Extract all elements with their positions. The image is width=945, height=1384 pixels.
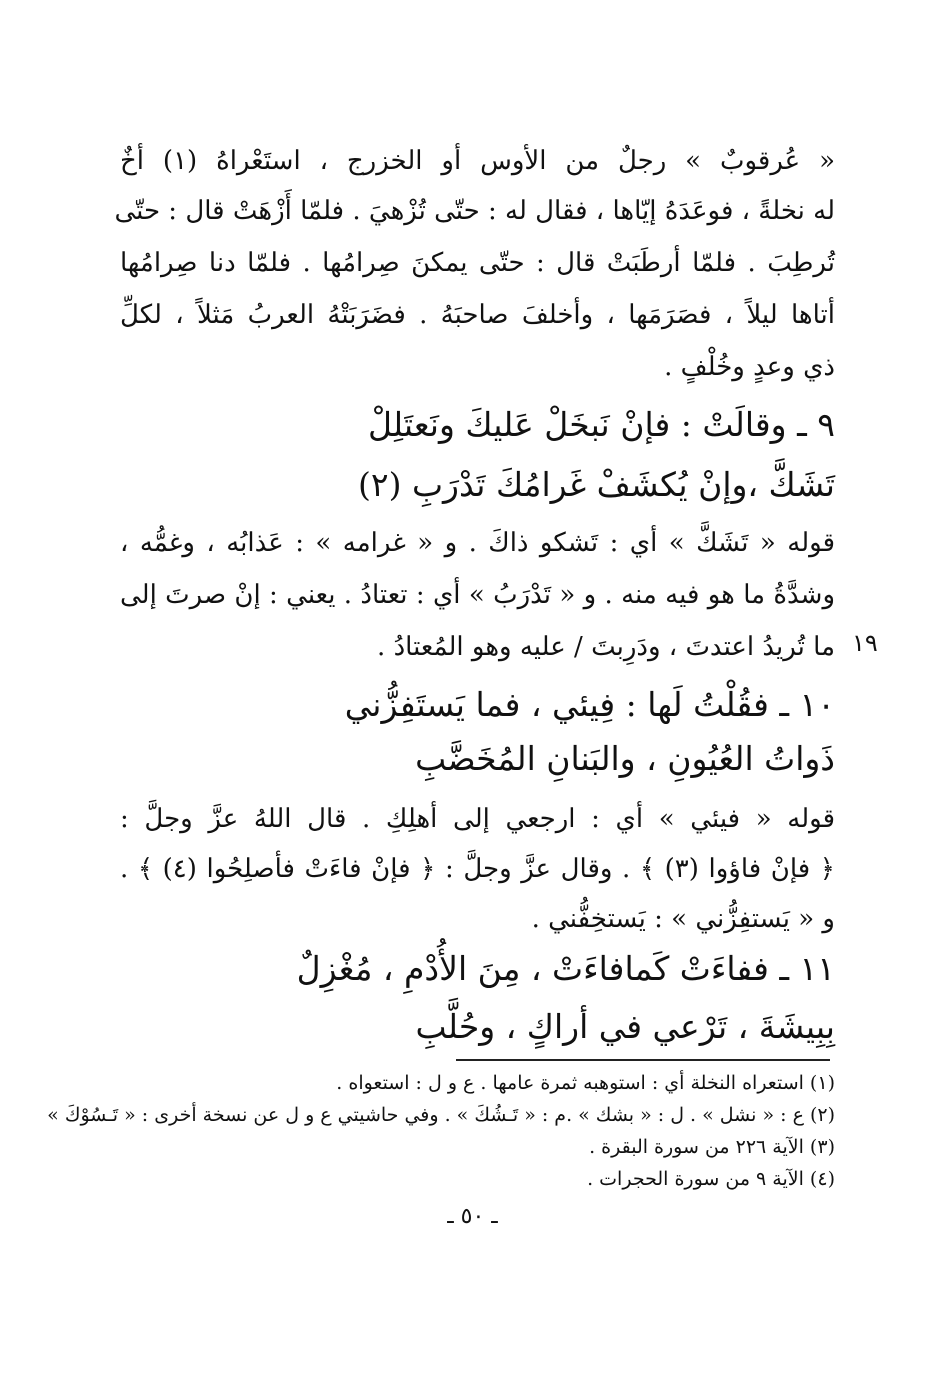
commentary-9-line-1: قوله « تَشَكَّ » أي : تَشكو ذاكَ . و « غرامه » : عَذابُه ، وغمُّه ، <box>120 528 835 558</box>
verse-9-second-hemistich: تَشَكَّ ،وإنْ يُكشَفْ غَرامُكَ تَدْرَبِ (٢) <box>358 465 835 504</box>
prose-line-3: تُرطِبَ . فلمّا أرطَبَتْ قال : حتّى يمكنَ صِرامُها . فلمّا دنا صِرامُها <box>120 248 835 278</box>
verse-10-first-hemistich: ١٠ ـ فقُلْتُ لَها : فِيئي ، فما يَستَفِزُّني <box>344 685 835 724</box>
page-number: ـ ٥٠ ـ <box>447 1204 498 1229</box>
prose-line-2: له نخلةً ، فوعَدَهُ إيّاها ، فقال له : حتّى تُزْهيَ . فلمّا أَزْهَتْ قال : حتّى <box>114 196 835 226</box>
footnote-separator <box>456 1059 830 1061</box>
commentary-10-line-2: ﴿ فإنْ فاؤوا (٣) ﴾ . وقال عزَّ وجلَّ : ﴿ فإنْ فاءَتْ فأصلِحُوا (٤) ﴾ . <box>120 854 835 884</box>
verse-11-second-hemistich: بِبِيشَةَ ، تَرْعي في أراكٍ ، وحُلَّبِ <box>415 1007 835 1046</box>
commentary-9-line-2: وشدَّةُ ما هو فيه منه . و « تَدْرَبُ » أي : تعتادُ . يعني : إنْ صرتَ إلى <box>120 580 835 610</box>
verse-10-second-hemistich: ذَواتُ العُيُونِ ، والبَنانِ المُخَضَّبِ <box>415 739 835 778</box>
commentary-10-line-3: و « يَستفِزُّني » : يَستخِفُّني . <box>531 904 835 934</box>
verse-11-first-hemistich: ١١ ـ ففاءَتْ كَمافاءَتْ ، مِنَ الأُدْمِ ، مُغْزِلٌ <box>296 949 835 988</box>
footnote-4: (٤) الآية ٩ من سورة الحجرات . <box>587 1168 835 1190</box>
commentary-10-line-1: قوله « فيئي » أي : ارجعي إلى أهلِكِ . قال اللهُ عزَّ وجلَّ : <box>120 804 835 834</box>
footnote-1: (١) استعراه النخلة أي : استوهبه ثمرة عامها . ع و ل : استعواه . <box>336 1072 835 1094</box>
margin-folio-number: ١٩ <box>852 629 878 657</box>
prose-line-1: « عُرقوبٌ » رجلٌ من الأوس أو الخزرج ، استَعْراهُ (١) أخٌ <box>120 146 835 176</box>
verse-9-first-hemistich: ٩ ـ وقالَتْ : فإنْ نَبخَلْ عَليكَ ونَعتَلِلْ <box>368 405 835 444</box>
footnote-3: (٣) الآية ٢٢٦ من سورة البقرة . <box>589 1136 835 1158</box>
commentary-9-line-3: ما تُريدُ اعتدتَ ، ودَرِبتَ / عليه وهو المُعتادُ . <box>377 632 835 662</box>
footnote-2: (٢) ع : « نشل » . ل : « بشك » .م : « تَـشُكَ » . وفي حاشيتي ع و ل عن نسخة أخرى : « تَـسُوْكَ » <box>47 1104 835 1126</box>
prose-line-4: أتاها ليلاً ، فصَرَمَها ، وأخلفَ صاحبَهُ . فضَرَبَتْهُ العربُ مَثلاً ، لكلِّ <box>120 300 835 330</box>
prose-line-5: ذي وعدٍ وخُلْفٍ . <box>664 352 835 382</box>
